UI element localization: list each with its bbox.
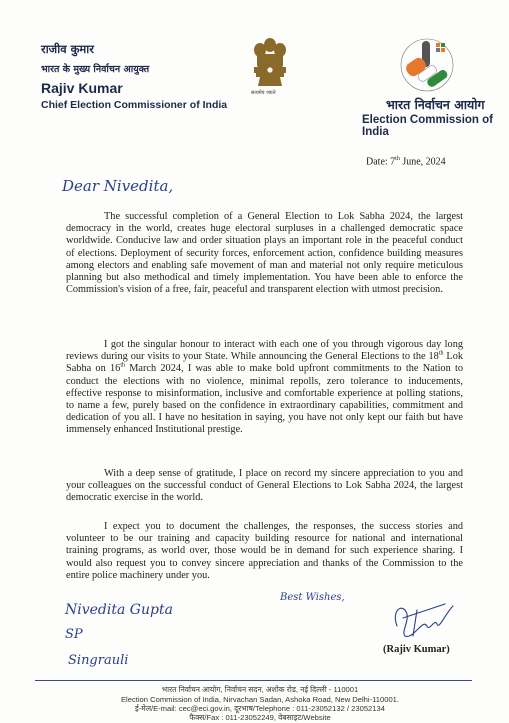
body-paragraph-3: With a deep sense of gratitude, I place on record my sincere appreciation to you and your colleagues on the successful conduct of General Elections to Lok Sabha 2024, the largest democratic exercise in the world. [66, 468, 463, 504]
recipient-name: Nivedita Gupta [65, 602, 173, 618]
cec-title: Chief Election Commissioner of India [41, 99, 228, 111]
letter-date: Date: 7th June, 2024 [366, 156, 446, 168]
body-paragraph-4: I expect you to document the challenges, the responses, the success stories and volunteer to be our training and capacity building resource for national and international training programs, as world over, those would be in demand for such experience sharing. I would also request you to convey sincere appreciation and thanks of the Commission to the entire police machinery under you. [66, 521, 463, 581]
emblem-motto: सत्यमेव जयते [251, 90, 276, 96]
signatory-name: (Rajiv Kumar) [383, 644, 450, 655]
best-wishes: Best Wishes, [280, 592, 345, 603]
footer-address-hindi: भारत निर्वाचन आयोग, निर्वाचन सदन, अशोक रोड, नई दिल्ली - 110001 [161, 685, 359, 694]
salutation: Dear Nivedita, [62, 177, 174, 195]
footer-divider [35, 680, 472, 681]
cec-title-hindi: भारत के मुख्य निर्वाचन आयुक्त [41, 64, 150, 75]
eci-name-hindi: भारत निर्वाचन आयोग [386, 97, 485, 112]
body-paragraph-2: I got the singular honour to interact with each one of you through vigorous day long reviews during our visits to your State. While announcing the General Elections to the 18th Lok Sabha on 16th March 2024, I was able to make bold upfront commitments to the Nation to conduct the elections with no violence, minimal repolls, zero tolerance to inducements, effective response to misinformation, inclusive and comfortable experience at polling stations, to name a few, purely based on the confidence in extraordinary capabilities, commitment and dedication of you all. I have no hesitation in saying, you have not only kept our faith but have immensely enhanced Institutional prestige. [66, 339, 464, 436]
recipient-place: Singrauli [68, 653, 129, 668]
eci-logo-icon [392, 36, 462, 94]
signature-icon [383, 596, 463, 646]
cec-name-hindi: राजीव कुमार [41, 42, 94, 56]
national-emblem-icon [248, 36, 292, 92]
footer-contact: ई-मेल/E-mail: cec@eci.gov.in, दूरभाष/Telephone : 011-23052132 / 23052134 [135, 704, 385, 713]
recipient-post: SP [65, 627, 83, 642]
footer-address: Election Commission of India, Nirvachan Sadan, Ashoka Road, New Delhi-110001. [120, 695, 400, 704]
body-paragraph-1: The successful completion of a General Election to Lok Sabha 2024, the largest democracy in the world, creates huge electoral surpluses in a challenged democratic space worldwide. Conducive law and order situation plays an important role in the peaceful conduct of elections. Deployment of security forces, enforcement action, confidence building measures among electors and enabling safe movement of man and material not only require meticulous planning but also methodical and timely implementation. You have been able to enforce the Commission's vision of a free, fair, peaceful and transparent election with utmost precision. [66, 211, 463, 296]
cec-name: Rajiv Kumar [41, 80, 123, 96]
footer-fax: फैक्स/Fax : 011-23052249, वेबसाइट/Website [189, 713, 331, 722]
eci-name: Election Commission of India [362, 114, 493, 138]
